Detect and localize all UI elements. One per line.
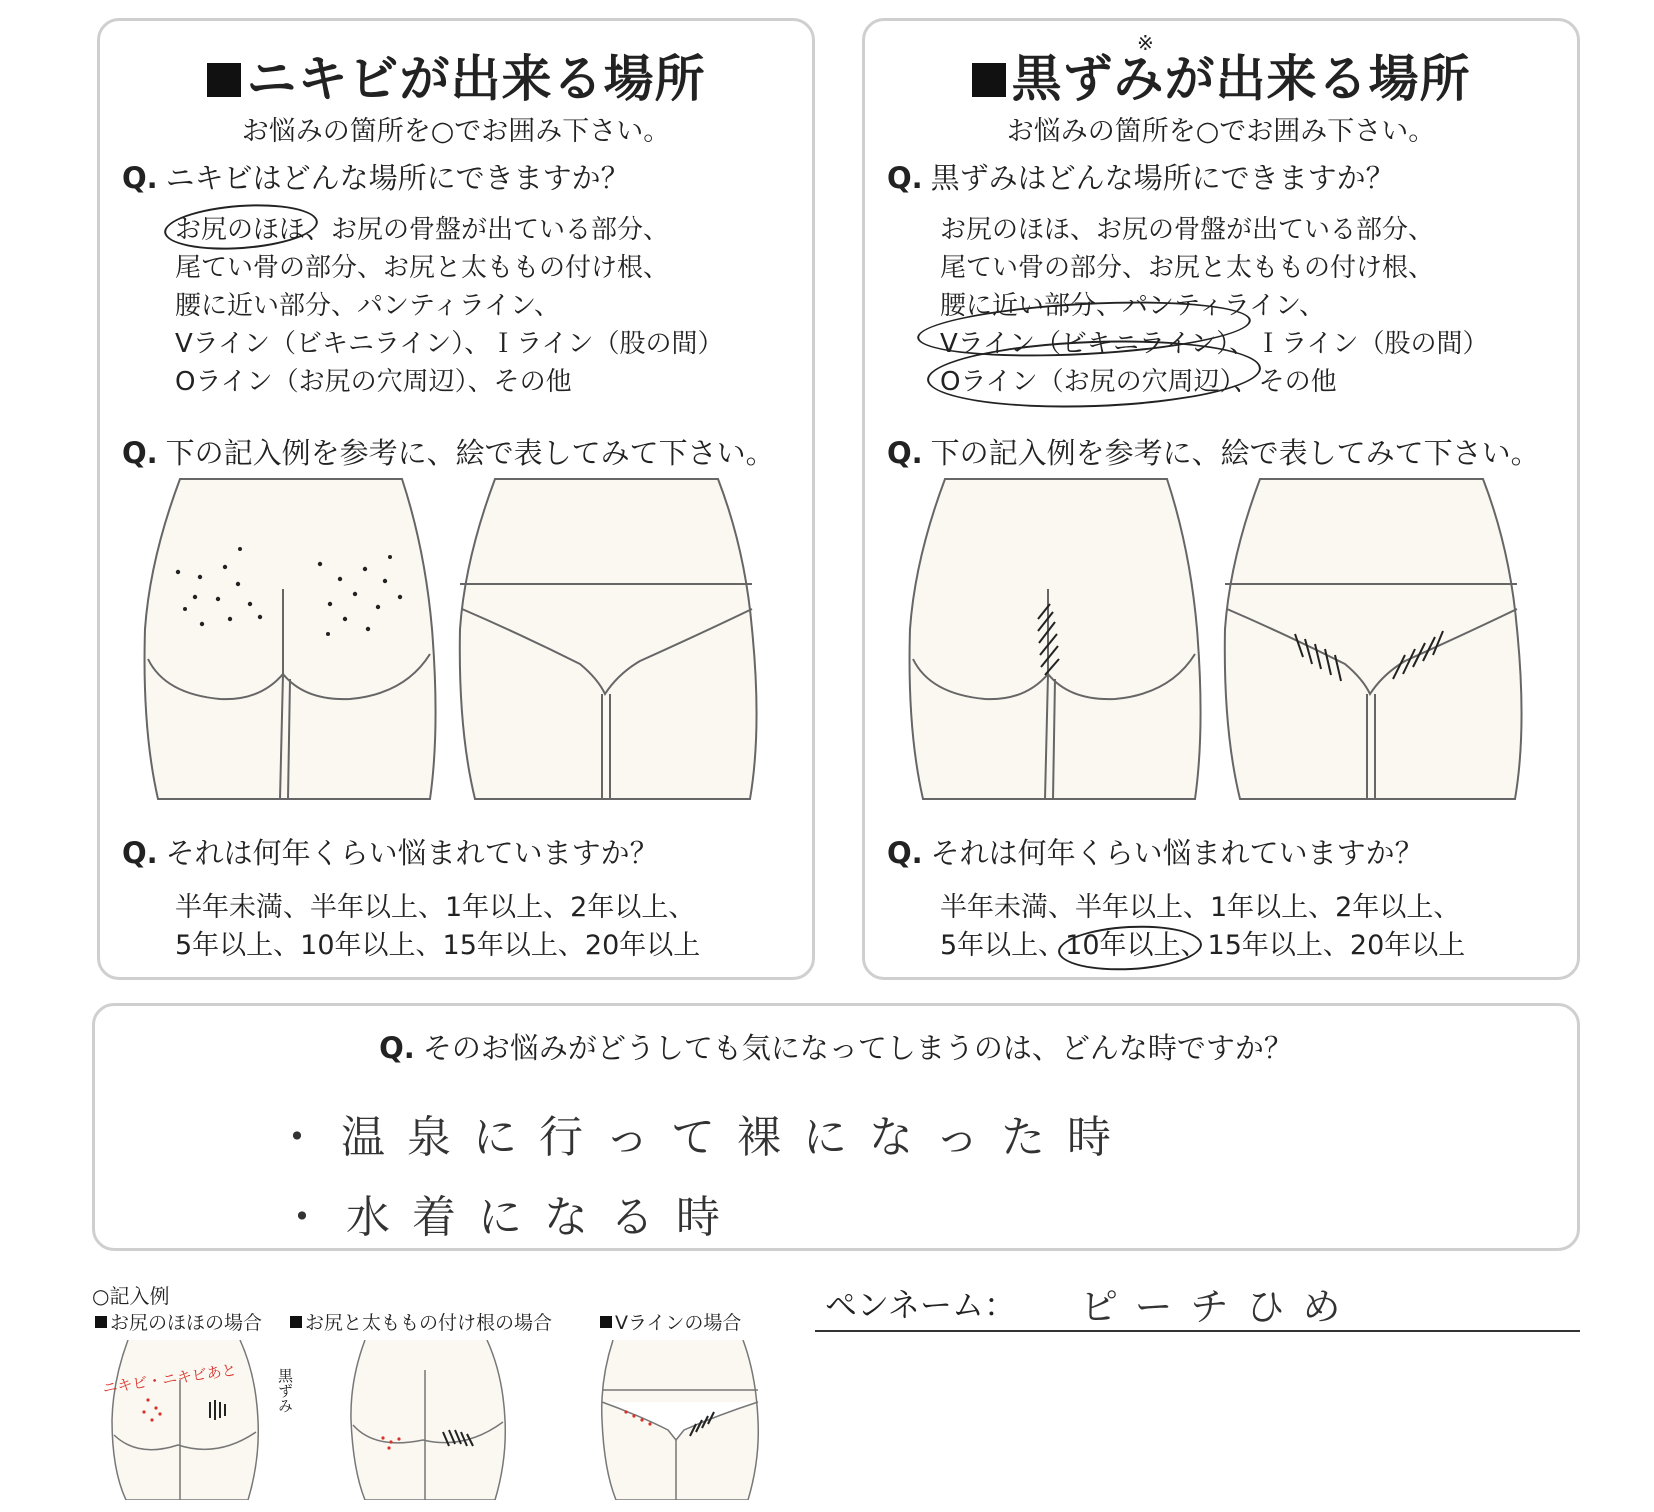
acne-question-location: Q. ニキビはどんな場所にできますか？ (122, 161, 630, 195)
acne-body-illustration[interactable] (140, 469, 780, 809)
acne-panel-title: ニキビが出来る場所 (100, 39, 812, 111)
acne-duration-options[interactable] (175, 889, 700, 965)
square-bullet-icon (972, 63, 1006, 97)
option-line[interactable]: Oライン（お尻の穴周辺）、その他 (940, 367, 1337, 397)
option-line[interactable]: Vライン（ビキニライン）、Ｉライン（股の間） (175, 329, 724, 359)
example-annotation-darkening: 黒ずみ (276, 1368, 294, 1413)
square-bullet-icon (207, 63, 241, 97)
darkening-body-illustration[interactable] (905, 469, 1545, 809)
darkening-panel (862, 18, 1580, 980)
duration-line[interactable]: 半年未満、半年以上、1年以上、2年以上、 (940, 892, 1461, 923)
option-line[interactable]: 尾てい骨の部分、お尻と太ももの付け根、 (940, 253, 1435, 283)
darkening-panel-subtitle: お悩みの箇所を○でお囲み下さい。 (1006, 116, 1436, 147)
darkening-duration-options[interactable] (940, 889, 1465, 965)
handwritten-answer-2[interactable]: ・水着になる時 (280, 1192, 742, 1243)
pen-name-field[interactable] (815, 1270, 1580, 1332)
example-annotation-acne: ニキビ・ニキビあと (101, 1360, 238, 1398)
concern-timing-question: Q. そのお悩みがどうしても気になってしまうのは、どんな時ですか？ (379, 1031, 1293, 1065)
option-line[interactable]: 尾てい骨の部分、お尻と太ももの付け根、 (175, 253, 670, 283)
example-thigh-root-illustration (345, 1340, 510, 1500)
example-label-buttocks: お尻のほほの場合 (95, 1308, 262, 1335)
option-line[interactable]: お尻のほほ、お尻の骨盤が出ている部分、 (175, 215, 670, 245)
pen-name-value[interactable]: ピーチひめ (1080, 1285, 1359, 1329)
acne-panel (97, 18, 815, 980)
acne-question-draw: Q. 下の記入例を参考に、絵で表してみて下さい。 (122, 436, 775, 470)
acne-panel-subtitle: お悩みの箇所を○でお囲み下さい。 (241, 116, 671, 147)
duration-line[interactable]: 5年以上、10年以上、15年以上、20年以上 (940, 930, 1466, 961)
option-line[interactable]: Oライン（お尻の穴周辺）、その他 (175, 367, 572, 397)
option-line[interactable]: Vライン（ビキニライン）、Ｉライン（股の間） (940, 329, 1489, 359)
acne-question-duration: Q. それは何年くらい悩まれていますか？ (122, 836, 659, 870)
example-section-title: ○記入例 (92, 1284, 170, 1308)
concern-timing-panel (92, 1003, 1580, 1251)
example-label-thigh-root: お尻と太ももの付け根の場合 (290, 1308, 552, 1335)
example-buttocks-illustration (98, 1340, 263, 1500)
darkening-question-location: Q. 黒ずみはどんな場所にできますか？ (887, 161, 1395, 195)
handwritten-answer-1[interactable]: ・温泉に行って裸になった時 (275, 1112, 1133, 1163)
pen-name-label: ペンネーム： (825, 1286, 1017, 1324)
darkening-panel-title: 黒ずみが出来る場所 (865, 39, 1577, 111)
duration-line[interactable]: 5年以上、10年以上、15年以上、20年以上 (175, 930, 701, 961)
darkening-question-duration: Q. それは何年くらい悩まれていますか？ (887, 836, 1424, 870)
example-v-line-illustration (598, 1340, 763, 1500)
darkening-question-draw: Q. 下の記入例を参考に、絵で表してみて下さい。 (887, 436, 1540, 470)
option-line[interactable]: 腰に近い部分、パンティライン、 (940, 291, 1326, 321)
duration-line[interactable]: 半年未満、半年以上、1年以上、2年以上、 (175, 892, 696, 923)
asterisk-note-mark: ※ (1137, 31, 1154, 55)
option-line[interactable]: お尻のほほ、お尻の骨盤が出ている部分、 (940, 215, 1435, 245)
example-label-v-line: Vラインの場合 (600, 1308, 741, 1335)
option-line[interactable]: 腰に近い部分、パンティライン、 (175, 291, 561, 321)
